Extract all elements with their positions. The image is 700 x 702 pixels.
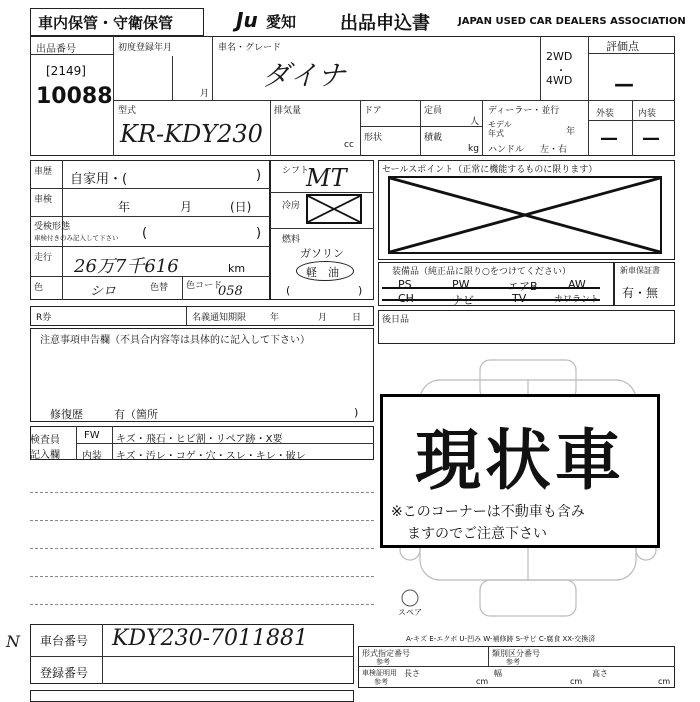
- as-is-note-2: ますのでご注意下さい: [407, 526, 547, 542]
- cert-height-unit: cm: [658, 677, 671, 686]
- registration-label: 初度登録年月: [118, 43, 173, 53]
- equipment-strike: [382, 299, 600, 301]
- fuel-paren-open: (: [286, 284, 291, 297]
- spare-label: スペア: [398, 608, 422, 617]
- rating-interior-label: 内装: [638, 109, 657, 119]
- lot-number: 10088: [36, 84, 113, 109]
- fuel-paren-close: ): [358, 284, 363, 297]
- model-year-unit: 年: [566, 127, 576, 137]
- equipment-strike: [382, 287, 600, 289]
- divider: [588, 53, 675, 54]
- divider: [113, 36, 114, 156]
- rear-label: 後日品: [382, 315, 410, 325]
- as-is-title: 現状車: [415, 422, 625, 499]
- divider: [632, 100, 633, 156]
- model-value: KR-KDY230: [120, 120, 263, 148]
- inspector-fw: FW: [84, 430, 100, 441]
- color-value: シロ: [90, 284, 117, 299]
- repair-label: 修復歴: [50, 408, 83, 421]
- divider: [588, 36, 589, 156]
- handle-label: ハンドル: [488, 145, 525, 155]
- divider: [30, 246, 270, 247]
- sales-point-label: セールスポイント（正常に機能するものに限ります）: [382, 165, 598, 175]
- form-title: 出品申込書: [340, 13, 430, 34]
- margin-note: N: [6, 632, 20, 651]
- inspection-day: (日): [230, 200, 252, 214]
- rating-interior: —: [642, 128, 660, 149]
- damage-legend: A-キズ E-エクボ U-凹み W-補修跡 S-サビ C-腐食 XX-交換済: [406, 635, 596, 643]
- shape-label: 形状: [364, 133, 383, 143]
- car-name: ダイナ: [262, 59, 346, 92]
- notes-line: [30, 520, 374, 521]
- cert-ref-1: 参考: [376, 658, 390, 666]
- notes-line: [30, 604, 374, 605]
- notes-line: [30, 492, 374, 493]
- repair-value: 有（箇所: [114, 408, 158, 421]
- acceptance-open: (: [142, 226, 148, 241]
- notice-day: 日: [352, 313, 362, 323]
- storage-label: 車内保管・守衛保管: [38, 14, 174, 32]
- as-is-note-1: ※このコーナーは不動車も含み: [391, 504, 585, 520]
- shift-label: シフト: [282, 166, 310, 176]
- remarks-label: 注意事項申告欄（不具合内容等は具体的に記入して下さい）: [40, 335, 310, 346]
- notice-month: 月: [318, 313, 328, 323]
- divider: [186, 306, 187, 326]
- mileage-label: 走行: [34, 253, 53, 263]
- notice-year: 年: [270, 313, 280, 323]
- model-year-label: モデル年式: [488, 120, 512, 138]
- cert-dim-ref: 参考: [374, 678, 388, 686]
- recycle-value: 有・無: [622, 286, 659, 300]
- mileage-value: 26万7千616: [74, 256, 179, 277]
- load-label: 積載: [424, 133, 443, 143]
- car-label: 車名・グレード: [218, 43, 282, 53]
- ac-crossed-box: [306, 194, 362, 224]
- ac-label: 冷房: [282, 201, 301, 211]
- cert-width-unit: cm: [570, 677, 583, 686]
- lot-label: 出品番号: [36, 44, 76, 55]
- rating-label: 評価点: [606, 40, 639, 53]
- equipment-ch: CH: [398, 292, 414, 305]
- cert-label-2: 類別区分番号: [492, 649, 540, 658]
- cert-height: 高さ: [592, 669, 608, 678]
- chassis-label: 車台番号: [40, 634, 89, 648]
- equipment-ps: PS: [398, 278, 412, 291]
- inspection-year: 年: [118, 200, 131, 214]
- capacity-label: 定員: [424, 106, 443, 116]
- equipment-aw: AW: [568, 278, 586, 291]
- divider: [420, 100, 421, 156]
- divider: [113, 100, 588, 101]
- divider: [30, 216, 270, 217]
- divider: [482, 100, 483, 156]
- rear-block: [378, 310, 675, 344]
- chassis-number: KDY230-7011881: [112, 626, 309, 651]
- cert-ref-2: 参考: [506, 658, 520, 666]
- fuel-label: 燃料: [282, 235, 301, 245]
- handle-lr: 左・右: [540, 145, 568, 155]
- displacement-label: 排気量: [274, 106, 302, 116]
- r-ticket-label: R券: [36, 313, 52, 323]
- color-code: 058: [218, 284, 243, 299]
- equipment-tv: TV: [512, 292, 527, 305]
- dealer-label: ディーラー・並行: [488, 106, 560, 116]
- bottom-row: [30, 690, 354, 702]
- equipment-warranty: カワラント: [554, 295, 600, 305]
- drive-2wd: 2WD: [546, 50, 573, 63]
- color-code-label: 色コード: [186, 281, 223, 291]
- cert-width: 幅: [494, 669, 502, 678]
- history-label: 車歴: [34, 167, 53, 177]
- model-label: 型式: [118, 106, 137, 116]
- capacity-unit: 人: [470, 117, 480, 127]
- acceptance-note: 車検付きのみ記入して下さい: [34, 234, 119, 242]
- divider: [102, 624, 103, 684]
- ju-logo: Ju: [236, 8, 258, 32]
- divider: [172, 56, 173, 100]
- drive-4wd: 4WD: [546, 74, 573, 87]
- reg-number-label: 登録番号: [40, 666, 89, 680]
- history-close: ): [256, 168, 262, 183]
- inspector-label-1: 検査員: [30, 435, 60, 446]
- association-name: JAPAN USED CAR DEALERS ASSOCIATION: [458, 16, 686, 27]
- divider: [588, 120, 675, 121]
- rating-value: —: [614, 72, 634, 96]
- fuel-gasoline: ガソリン: [300, 247, 344, 260]
- cert-length-unit: cm: [476, 677, 489, 686]
- inspection-label: 車検: [34, 195, 53, 205]
- equipment-label: 装備品（純正品に限り○をつけてください）: [392, 267, 571, 277]
- region-label: 愛知: [266, 13, 297, 31]
- divider: [270, 100, 271, 156]
- equipment-navi: ナビ: [452, 294, 474, 307]
- divider: [270, 192, 374, 193]
- color-label: 色: [34, 283, 44, 293]
- acceptance-label: 受検形態: [34, 222, 71, 232]
- inspector-label-2: 記入欄: [30, 450, 60, 461]
- divider: [212, 36, 213, 100]
- divider: [360, 126, 482, 127]
- divider: [360, 100, 361, 156]
- acceptance-close: ): [256, 226, 262, 241]
- inspector-in-items: キズ・汚レ・コゲ・穴・スレ・キレ・破レ: [116, 451, 306, 462]
- equipment-airbag: エアB: [508, 280, 538, 293]
- divider: [30, 188, 270, 189]
- divider: [270, 228, 374, 229]
- divider: [488, 646, 489, 666]
- sales-point-crossed: [388, 176, 662, 254]
- mileage-unit: km: [228, 262, 246, 275]
- rating-exterior: —: [600, 128, 618, 149]
- divider: [540, 36, 541, 100]
- shift-value: MT: [306, 164, 347, 192]
- notice-label: 名義通知期限: [192, 313, 247, 323]
- cert-dim-label: 車検証明用: [362, 669, 397, 677]
- drive-dot: ・: [556, 66, 566, 77]
- inspector-in: 内装: [82, 451, 102, 462]
- load-unit: kg: [468, 144, 479, 154]
- repair-close: ): [354, 406, 359, 419]
- registration-month: 月: [200, 89, 210, 99]
- inspection-month: 月: [180, 200, 193, 214]
- cert-length: 長さ: [404, 669, 420, 678]
- divider: [182, 276, 183, 300]
- notes-line: [30, 548, 374, 549]
- rating-exterior-label: 外装: [596, 109, 615, 119]
- inspector-fw-items: キズ・飛石・ヒビ割・リペア跡・X要: [116, 434, 283, 445]
- cert-label: 形式指定番号: [362, 649, 410, 658]
- divider: [30, 54, 113, 55]
- recycle-label: 新車保証書: [620, 266, 660, 275]
- color-sub-label: 色替: [150, 283, 169, 293]
- history-value: 自家用・(: [70, 172, 128, 187]
- lot-sub: [2149]: [46, 64, 86, 78]
- divider: [30, 656, 354, 657]
- as-is-stamp: [380, 394, 660, 548]
- displacement-unit: cc: [344, 140, 354, 150]
- fuel-diesel: 軽 油: [306, 266, 339, 279]
- equipment-pw: PW: [452, 278, 470, 291]
- doors-label: ドア: [364, 106, 382, 116]
- notes-line: [30, 576, 374, 577]
